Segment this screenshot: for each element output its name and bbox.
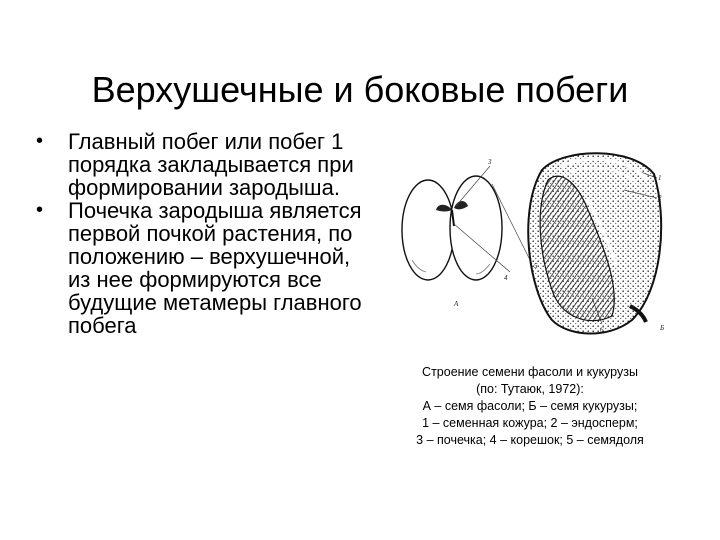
bullet-symbol: •	[36, 130, 44, 152]
bean-cotyledon-right	[450, 176, 502, 280]
caption-line: А – семя фасоли; Б – семя кукурузы;	[422, 399, 638, 413]
bullet-text: Главный побег или побег 1 порядка закладывается при формировании зародыша.	[68, 129, 354, 200]
bullet-item	[36, 199, 366, 337]
bean-cotyledon-left	[402, 180, 454, 280]
caption-line: Строение семени фасоли и кукурузы	[422, 365, 638, 379]
label-6: 6	[600, 326, 604, 334]
seed-illustration	[392, 140, 672, 340]
corn-grain	[528, 153, 661, 333]
bean-seed	[402, 176, 502, 280]
label-b: Б	[660, 324, 665, 332]
label-5: 5	[534, 262, 538, 270]
slide-title: Верхушечные и боковые побеги	[91, 69, 629, 111]
label-4: 4	[504, 274, 508, 282]
label-a: А	[454, 300, 459, 308]
bullet-text: Почечка зародыша является первой почкой растения, по положению – верхушечной, из нее формируются все будущие метамеры главного побега	[68, 198, 362, 338]
caption-line: 1 – семенная кожура; 2 – эндосперм;	[422, 416, 638, 430]
figure-caption	[380, 364, 680, 449]
label-3: 3	[488, 158, 492, 166]
bullet-symbol: •	[36, 199, 44, 221]
caption-line: 3 – почечка; 4 – корешок; 5 – семядоля	[416, 433, 644, 447]
bullet-list	[36, 130, 366, 337]
label-1: 1	[658, 174, 662, 182]
label-2: 2	[658, 194, 662, 202]
caption-line: (по: Тутаюк, 1972):	[476, 382, 584, 396]
bullet-item	[36, 130, 366, 199]
